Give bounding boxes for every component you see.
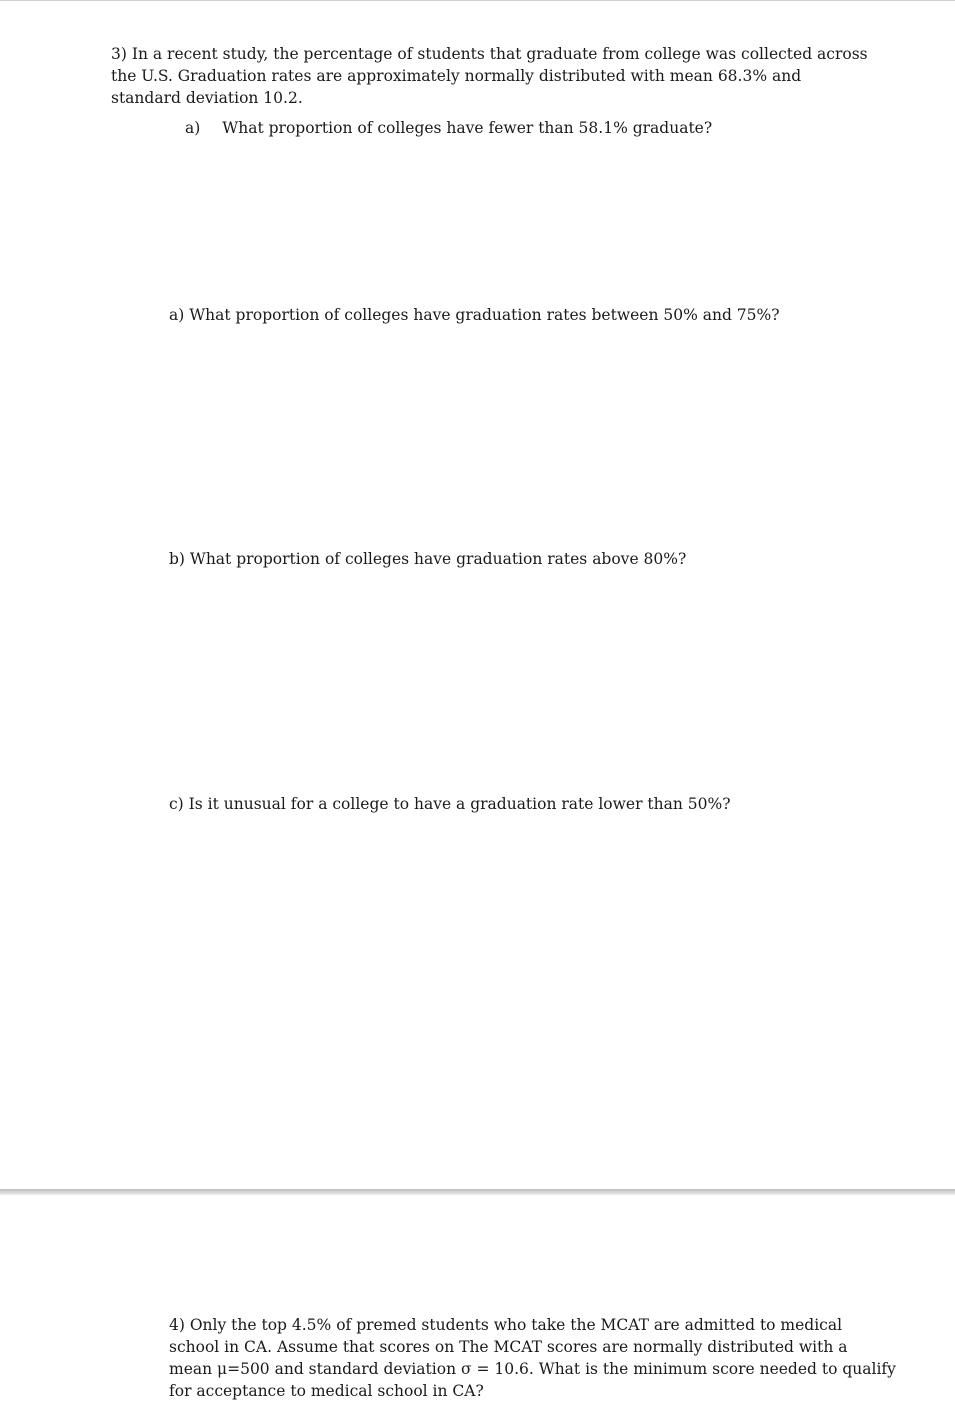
- question-3-line-3: standard deviation 10.2.: [111, 89, 303, 107]
- top-border: [0, 0, 955, 1]
- question-3-intro: [111, 43, 868, 109]
- question-3-line-2: the U.S. Graduation rates are approximately normally distributed with mean 68.3% and: [111, 67, 802, 85]
- question-3-part-a-second: a) What proportion of colleges have graduation rates between 50% and 75%?: [169, 306, 780, 324]
- question-3-part-b: b) What proportion of colleges have graduation rates above 80%?: [169, 550, 687, 568]
- question-4-line-4: for acceptance to medical school in CA?: [169, 1382, 484, 1400]
- question-3-line-1: 3) In a recent study, the percentage of students that graduate from college was collected across: [111, 45, 868, 63]
- part-a-label: a): [185, 119, 201, 137]
- part-a-text: What proportion of colleges have fewer than 58.1% graduate?: [222, 119, 713, 137]
- question-4-line-1: 4) Only the top 4.5% of premed students who take the MCAT are admitted to medical: [169, 1316, 843, 1334]
- question-3-part-a-first: [185, 117, 712, 139]
- question-4: [169, 1314, 896, 1402]
- question-3-part-c: c) Is it unusual for a college to have a graduation rate lower than 50%?: [169, 795, 731, 813]
- question-4-line-3: mean μ=500 and standard deviation σ = 10.6. What is the minimum score needed to qualify: [169, 1360, 896, 1378]
- page-break-divider: [0, 1189, 955, 1195]
- question-4-line-2: school in CA. Assume that scores on The MCAT scores are normally distributed with a: [169, 1338, 848, 1356]
